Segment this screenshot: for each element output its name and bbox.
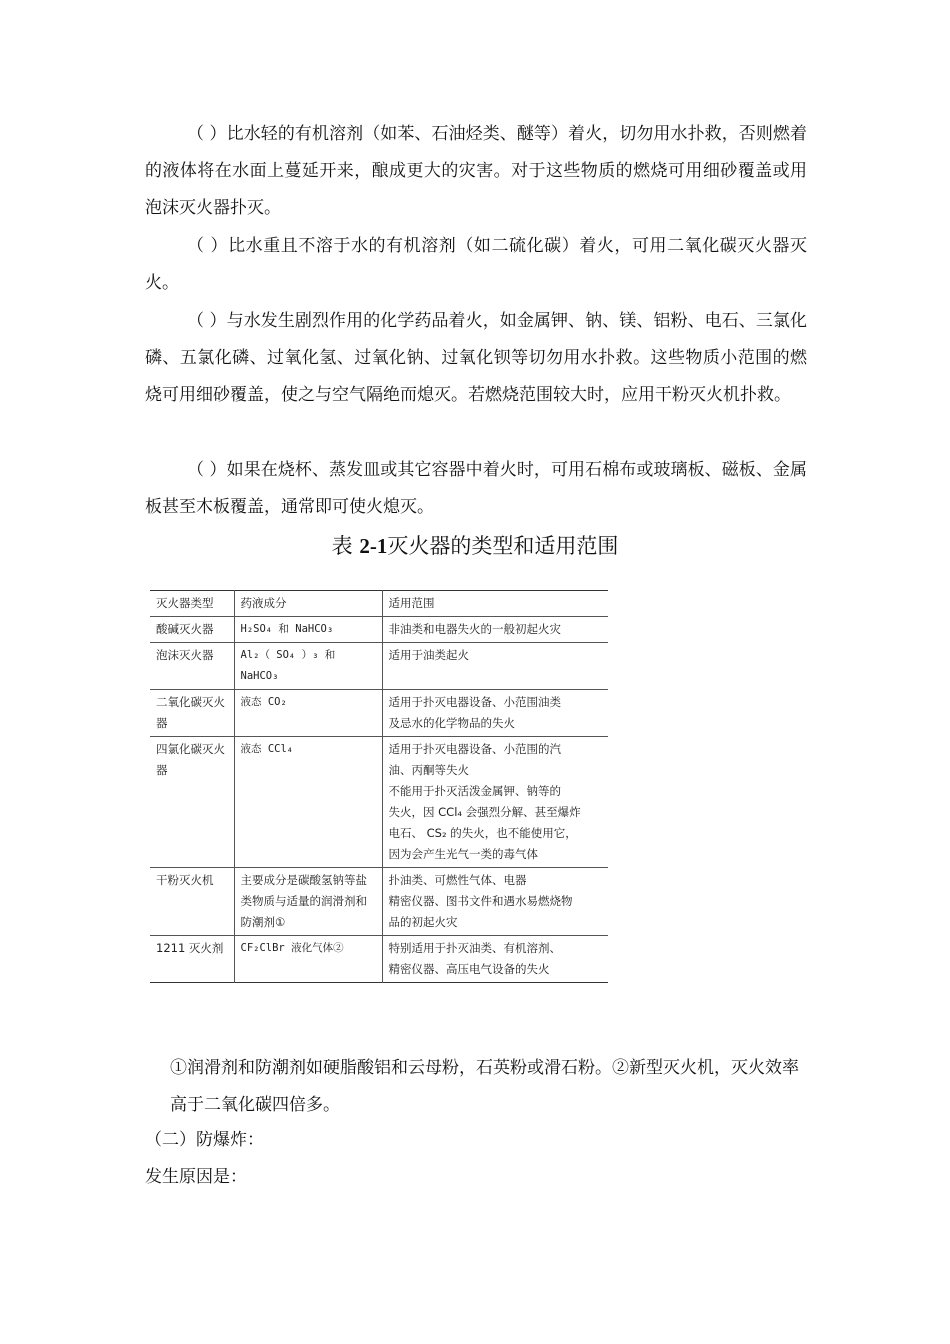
cell-type: 泡沫灭火器 — [156, 648, 214, 662]
cell-content: 液态 CO₂ — [234, 690, 382, 737]
cell-content: 液态 CCl₄ — [234, 737, 382, 868]
scope-line: 精密仪器、图书文件和遇水易燃烧物 — [388, 894, 573, 908]
cell-scope — [382, 737, 608, 868]
scope-line: 电石、 CS₂ 的失火，也不能使用它， — [388, 826, 577, 840]
scope-line: 不能用于扑灭活泼金属钾、钠等的 — [388, 784, 561, 798]
cause-label: 发生原因是： — [145, 1167, 247, 1187]
section-heading: （二）防爆炸： — [145, 1130, 264, 1150]
table-row — [150, 936, 608, 983]
cell-content: Al₂（ SO₄ ）₃ 和 NaHCO₃ — [234, 643, 382, 690]
cell-content: CF₂ClBr 液化气体② — [234, 936, 382, 983]
footnote: ①润滑剂和防潮剂如硬脂酸铝和云母粉，石英粉或滑石粉。②新型灭火机，灭火效率高于二氧化碳四倍多。 — [170, 1058, 799, 1115]
table-header-row — [150, 591, 608, 617]
table-caption — [0, 531, 950, 561]
cell-content: H₂SO₄ 和 NaHCO₃ — [234, 617, 382, 643]
header-scope: 适用范围 — [382, 591, 608, 617]
cell-scope — [382, 617, 608, 643]
cell-type: 二氧化碳灭火器 — [156, 695, 225, 730]
scope-line: 品的初起火灾 — [388, 915, 458, 929]
paragraph-heavy-solvent-fire: （ ）比水重且不溶于水的有机溶剂（如二硫化碳）着火，可用二氧化碳灭火器灭火。 — [145, 236, 807, 293]
cell-content: 主要成分是碳酸氢钠等盐类物质与适量的润滑剂和防潮剂① — [234, 868, 382, 936]
cell-scope — [382, 643, 608, 690]
table-row — [150, 617, 608, 643]
caption-number: 2-1 — [359, 534, 388, 558]
extinguisher-table — [150, 590, 608, 983]
scope-line: 特别适用于扑灭油类、有机溶剂、 — [388, 941, 561, 955]
scope-line: 适用于油类起火 — [388, 648, 469, 662]
scope-line: 因为会产生光气一类的毒气体 — [388, 847, 538, 861]
cell-scope — [382, 690, 608, 737]
caption-prefix: 表 — [331, 534, 360, 558]
paragraph-light-solvent-fire: （ ）比水轻的有机溶剂（如苯、石油烃类、醚等）着火，切勿用水扑救，否则燃着的液体将在水面上蔓延开来，酿成更大的灾害。对于这些物质的燃烧可用细砂覆盖或用泡沫灭火器扑灭。 — [145, 124, 807, 218]
paragraph-water-reactive-fire: （ ）与水发生剧烈作用的化学药品着火，如金属钾、钠、镁、铝粉、电石、三氯化磷、五氯化磷、过氧化氢、过氧化钠、过氧化钡等切勿用水扑救。这些物质小范围的燃烧可用细砂覆盖，使之与空气隔绝而熄灭。若燃烧范围较大时，应用干粉灭火机扑救。 — [145, 311, 807, 405]
cell-type: 1211 灭火剂 — [156, 941, 224, 955]
scope-line: 及忌水的化学物品的失火 — [388, 716, 515, 730]
cell-scope — [382, 868, 608, 936]
table-row — [150, 690, 608, 737]
cell-type: 酸碱灭火器 — [156, 622, 214, 636]
scope-line: 扑油类、可燃性气体、电器 — [388, 873, 527, 887]
scope-line: 适用于扑灭电器设备、小范围的汽 — [388, 742, 561, 756]
scope-line: 适用于扑灭电器设备、小范围油类 — [388, 695, 561, 709]
cell-type: 干粉灭火机 — [156, 873, 214, 887]
scope-line: 油、丙酮等失火 — [388, 763, 469, 777]
header-content: 药液成分 — [234, 591, 382, 617]
scope-line: 失火，因 CCl₄ 会强烈分解、甚至爆炸 — [388, 805, 581, 819]
table-row — [150, 643, 608, 690]
caption-title: 灭火器的类型和适用范围 — [387, 534, 619, 558]
paragraph-container-fire: （ ）如果在烧杯、蒸发皿或其它容器中着火时，可用石棉布或玻璃板、磁板、金属板甚至木板覆盖，通常即可使火熄灭。 — [145, 460, 807, 517]
scope-line: 精密仪器、高压电气设备的失火 — [388, 962, 550, 976]
header-type: 灭火器类型 — [156, 596, 214, 610]
cell-scope — [382, 936, 608, 983]
cell-type: 四氯化碳灭火器 — [156, 742, 225, 777]
table-row — [150, 737, 608, 868]
scope-line: 非油类和电器失火的一般初起火灾 — [388, 622, 561, 636]
table-row — [150, 868, 608, 936]
